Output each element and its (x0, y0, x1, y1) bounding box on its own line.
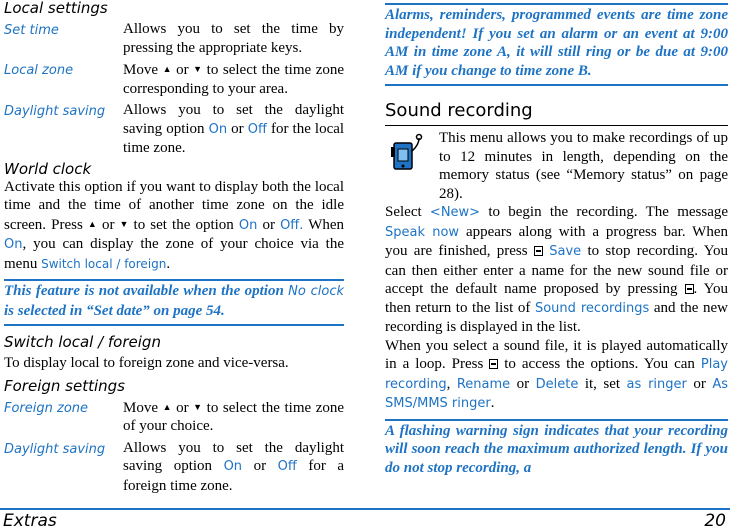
term-set-time: Set time (4, 23, 59, 38)
text: for the local time zone. (123, 120, 345, 156)
text: Activate this option if you want to display both the local time and the time of another time zone on the idle screen. Press (4, 178, 344, 233)
ui-off: Off (247, 121, 267, 137)
text: to select the time zone of your choice. (123, 399, 345, 434)
term-foreign-zone: Foreign zone (4, 400, 89, 416)
page-number: 20 (704, 511, 726, 528)
text: to access the options. You can (504, 356, 695, 372)
ui-as-sms-mms-ringer: As SMS/MMS ringer (385, 376, 728, 411)
ui-on: On (208, 121, 228, 137)
alarm-top-rule (385, 3, 728, 5)
ui-off: Off. (280, 217, 304, 233)
desc-local-zone (123, 60, 344, 98)
foreign-settings-heading: Foreign settings (4, 376, 125, 395)
right-softkey-icon (534, 246, 543, 256)
ok-key-icon (489, 359, 498, 369)
warning-top-rule (385, 419, 728, 421)
up-arrow-icon: ▲ (87, 218, 97, 229)
ui-new: <New> (429, 205, 481, 220)
text: appears along with a progress bar. When you are finished, press (385, 223, 728, 259)
right-column (385, 0, 728, 477)
text: Select (385, 204, 422, 220)
note-top-rule (4, 279, 344, 281)
desc-foreign-zone (123, 398, 344, 436)
def-row-set-time (4, 20, 344, 57)
recorder-icon (385, 129, 439, 203)
note-bottom-rule (4, 324, 344, 326)
footer-section-title: Extras (3, 511, 57, 528)
text: Allows you to set the daylight saving option (123, 439, 344, 474)
text: to stop recording. You can then either enter a name for the new sound file or accept the default name proposed by pressing (385, 243, 729, 297)
text: to set the option (133, 216, 234, 233)
text: or (516, 375, 530, 392)
down-arrow-icon: ▼ (193, 401, 203, 412)
switch-heading: Switch local / foreign (4, 333, 161, 351)
desc-set-time: Allows you to set the time by pressing the appropriate keys. (123, 21, 344, 56)
def-row-local-zone (4, 60, 344, 98)
sound-body-2: When you select a sound file, it is played automatically in a loop. Press to access the options. You can Play recording, Rename or Delete it, set as ringer or As SMS/MMS ringer. (385, 337, 729, 411)
text: or (693, 375, 706, 392)
text: . You then return to the list of (385, 281, 728, 316)
ui-sound-recordings: Sound recordings (534, 300, 650, 316)
ui-off: Off (277, 459, 297, 474)
text: or (262, 216, 275, 233)
no-clock-note (4, 282, 344, 320)
text: for a foreign time zone. (123, 458, 345, 494)
sound-intro-block (385, 129, 728, 203)
down-arrow-icon: ▼ (119, 218, 129, 229)
ui-play-recording: Play recording (385, 357, 729, 392)
sound-recording-heading: Sound recording (385, 100, 533, 121)
desc-daylight-foreign (123, 439, 344, 496)
left-column (4, 0, 344, 495)
text: is selected in “Set date” on page 54. (4, 302, 225, 319)
ui-no-clock: No clock (288, 284, 344, 299)
text: to begin the recording. The message (488, 204, 729, 220)
ok-key-icon (685, 284, 694, 294)
warning-note: A flashing warning sign indicates that your recording will soon reach the maximum authorized length. If you do not stop recording, a (385, 422, 728, 476)
ui-on: On (238, 217, 258, 233)
text: This feature is not available when the option (4, 283, 284, 299)
text: and the new recording is displayed in the list. (385, 299, 729, 335)
ui-on: On (4, 237, 23, 252)
up-arrow-icon: ▲ (162, 64, 172, 74)
alarm-bottom-rule (385, 84, 728, 86)
sound-intro-text: This menu allows you to make recordings of up to 12 minutes in length, depending on the memory status (see “Memory status” on page 28). (439, 130, 728, 202)
term-daylight-foreign: Daylight saving (4, 441, 106, 457)
text: or (176, 62, 189, 78)
text: or (176, 399, 189, 416)
page-footer (0, 508, 730, 528)
ui-as-ringer: as ringer (626, 376, 687, 392)
ui-menu-switch: Switch local / foreign (41, 256, 167, 271)
ui-on: On (223, 459, 243, 474)
ui-delete: Delete (535, 376, 579, 392)
sound-body-1 (385, 203, 728, 337)
text: it, set (584, 375, 621, 392)
alarm-note: Alarms, reminders, programmed events are time zone independent! If you set an alarm or an event at 9:00 AM in time zone A, it will still ring or be due at 9:00 AM if you change to time zone B. (385, 7, 728, 79)
text: . (166, 255, 171, 272)
text: or (231, 120, 244, 137)
def-row-daylight-local (4, 101, 344, 158)
text: Move (123, 62, 158, 78)
text: When you select a sound file, it is played automatically in a loop. Press (385, 337, 728, 372)
world-clock-text (4, 178, 344, 274)
text: Move (123, 399, 158, 416)
term-daylight-local: Daylight saving (4, 104, 106, 119)
text: or (253, 458, 267, 474)
switch-text: To display local to foreign zone and vice-versa. (4, 355, 289, 371)
desc-daylight-local (123, 101, 344, 158)
up-arrow-icon: ▲ (162, 401, 172, 412)
text: Allows you to set the daylight saving option (123, 102, 344, 137)
world-clock-heading: World clock (4, 159, 92, 178)
ui-speak-now: Speak now (385, 224, 460, 240)
local-settings-heading: Local settings (4, 0, 108, 17)
def-row-daylight-foreign (4, 439, 344, 496)
term-local-zone: Local zone (4, 63, 74, 78)
text: When (308, 216, 345, 233)
heading-rule (385, 125, 728, 126)
text: , you can display the zone of your choice via the menu (4, 236, 344, 272)
down-arrow-icon: ▼ (193, 64, 203, 74)
ui-save: Save (549, 244, 582, 259)
text: or (101, 216, 115, 233)
text: to select the time zone corresponding to your area. (123, 62, 345, 97)
def-row-foreign-zone (4, 398, 344, 436)
ui-rename: Rename (456, 376, 511, 392)
text: . (490, 395, 495, 411)
